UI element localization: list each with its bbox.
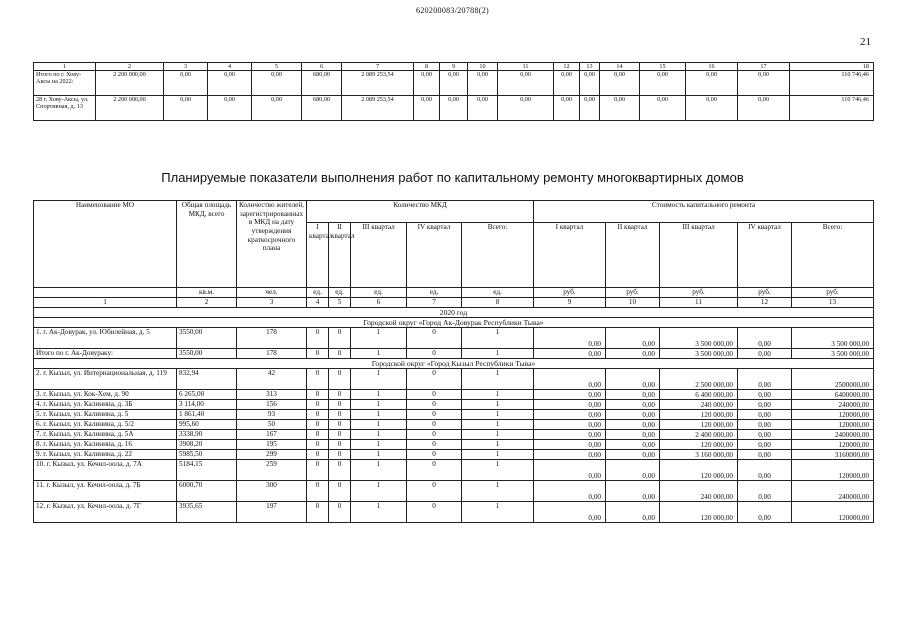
table-cell: 3908,20 (177, 440, 237, 450)
table-cell: 1 (462, 420, 534, 430)
table-cell: 197 (237, 502, 307, 523)
table-cell: 0,00 (738, 400, 792, 410)
row-name: Итого по г. Ак-Довураку: (34, 349, 177, 359)
table-cell: 0 (307, 460, 329, 481)
row-name: 6. г. Кызыл, ул. Калинина, д. 5/2 (34, 420, 177, 430)
table-row (34, 400, 874, 410)
table-cell: 0,00 (534, 460, 606, 481)
table-cell: 0,00 (208, 96, 252, 121)
unit-label: кв.м. (177, 288, 237, 298)
table-cell: 120 000,00 (660, 410, 738, 420)
table-cell: 1 (462, 400, 534, 410)
table-cell: 3550,00 (177, 328, 237, 349)
table-cell: 3 500 000,00 (660, 328, 738, 349)
table-cell: 0,00 (738, 440, 792, 450)
table-cell: 0,00 (164, 96, 208, 121)
table-cell: 0 (329, 420, 351, 430)
table-cell: 1 (462, 410, 534, 420)
document-id: 620200083/20788(2) (416, 6, 489, 15)
table-cell: 3 500 000,00 (660, 349, 738, 359)
column-number: 1 (34, 63, 96, 71)
table-cell: 0,00 (606, 450, 660, 460)
row-name: 11. г. Кызыл, ул. Кечил-оола, д. 7Б (34, 481, 177, 502)
table-cell: 0,00 (738, 349, 792, 359)
unit-label: руб. (660, 288, 738, 298)
header-q3-count: III квартал (351, 223, 407, 288)
table-cell: 0 (307, 481, 329, 502)
year-band-label: 2020 год (34, 308, 874, 318)
unit-label: ед. (407, 288, 462, 298)
table-cell: 0,00 (534, 430, 606, 440)
column-number: 5 (329, 298, 351, 308)
column-number: 2 (177, 298, 237, 308)
row-name: 5. г. Кызыл, ул. Калинина, д. 5 (34, 410, 177, 420)
table-cell: 1 (462, 390, 534, 400)
table-row (34, 450, 874, 460)
table-cell: 0,00 (606, 369, 660, 390)
table-cell: 0,00 (498, 71, 554, 96)
table-cell: 0,00 (534, 410, 606, 420)
header-name: Наименование МО (34, 201, 177, 288)
unit-label: ед. (329, 288, 351, 298)
table-cell: 1 (351, 481, 407, 502)
table-cell: 120000,00 (792, 440, 874, 450)
column-numbers-row (34, 298, 874, 308)
table-cell: 1 (351, 328, 407, 349)
row-name: 2. г. Кызыл, ул. Интернациональная, д. 119 (34, 369, 177, 390)
column-number: 2 (96, 63, 164, 71)
table-cell: 93 (237, 410, 307, 420)
column-number: 8 (462, 298, 534, 308)
column-number: 12 (738, 298, 792, 308)
row-name: 10. г. Кызыл, ул. Кечил-оола, д. 7А (34, 460, 177, 481)
table-cell: 1 (351, 400, 407, 410)
table-cell: 178 (237, 328, 307, 349)
table-cell: 1 861,40 (177, 410, 237, 420)
table-cell: 0 (407, 400, 462, 410)
table-cell: 0 (329, 369, 351, 390)
table-cell: 0,00 (414, 71, 440, 96)
table-cell: 1 (351, 440, 407, 450)
column-number: 7 (342, 63, 414, 71)
table-cell: 0,00 (738, 96, 790, 121)
column-number: 11 (498, 63, 554, 71)
table-cell: 0,00 (580, 96, 600, 121)
table-cell: 42 (237, 369, 307, 390)
table-cell: 0 (307, 440, 329, 450)
group-band-label: Городской округ «Город Кызыл Республики Тыва» (34, 359, 874, 369)
row-name: 12. г. Кызыл, ул. Кечил-оола, д. 7Г (34, 502, 177, 523)
table-cell: 0,00 (580, 71, 600, 96)
header-q1-count: I квартал (307, 223, 329, 288)
row-name: 8. г. Кызыл, ул. Калинина, д. 16 (34, 440, 177, 450)
table-cell: 259 (237, 460, 307, 481)
table-cell: 0,00 (606, 460, 660, 481)
column-number: 6 (351, 298, 407, 308)
table-cell: 0 (407, 328, 462, 349)
table-cell: 2 089 253,54 (342, 71, 414, 96)
table-cell: 3 500 000,00 (792, 349, 874, 359)
column-number: 10 (468, 63, 498, 71)
table-cell: 0,00 (534, 481, 606, 502)
table-cell: 120000,00 (792, 502, 874, 523)
table-cell: 0,00 (534, 390, 606, 400)
table-cell: 0,00 (414, 96, 440, 121)
top-summary-table (33, 62, 874, 121)
column-number: 6 (302, 63, 342, 71)
table-cell: 0 (307, 369, 329, 390)
column-number: 11 (660, 298, 738, 308)
table-row (34, 410, 874, 420)
table-cell: 0,00 (534, 440, 606, 450)
table-cell: 120000,00 (792, 410, 874, 420)
table-cell: 0,00 (606, 420, 660, 430)
page-number: 21 (860, 36, 871, 48)
table-cell: 0,00 (600, 71, 640, 96)
column-number: 3 (237, 298, 307, 308)
table-row (34, 369, 874, 390)
column-number: 14 (600, 63, 640, 71)
table-cell: 1 (462, 440, 534, 450)
header-total-count: Всего: (462, 223, 534, 288)
table-cell: 3 160 000,00 (660, 450, 738, 460)
table-cell: 0,00 (440, 96, 468, 121)
table-cell: 1 (462, 430, 534, 440)
table-cell: 0 (307, 400, 329, 410)
table-cell: 0,00 (738, 481, 792, 502)
table-cell: 2 400 000,00 (660, 430, 738, 440)
table-cell: 313 (237, 390, 307, 400)
table-cell: 0,00 (554, 71, 580, 96)
table-cell: 0 (307, 450, 329, 460)
table-cell: 1 (351, 369, 407, 390)
table-cell: 0,00 (208, 71, 252, 96)
table-cell: 1 (462, 369, 534, 390)
table-cell: 110 746,46 (790, 96, 874, 121)
table-cell: 3 500 000,00 (792, 328, 874, 349)
table-row (34, 420, 874, 430)
table-cell: 50 (237, 420, 307, 430)
table-cell: 0,00 (738, 502, 792, 523)
table-cell: 120 000,00 (660, 502, 738, 523)
table-cell: 2400000,00 (792, 430, 874, 440)
top-table-row (34, 96, 874, 121)
table-cell: 0,00 (600, 96, 640, 121)
table-cell: 680,00 (302, 96, 342, 121)
table-cell: 0,00 (468, 71, 498, 96)
header-q4-cost: IV квартал (738, 223, 792, 288)
table-cell: 3160000,00 (792, 450, 874, 460)
top-table-row (34, 71, 874, 96)
table-cell: 1 (351, 460, 407, 481)
table-cell: 299 (237, 450, 307, 460)
table-cell: 0,00 (738, 390, 792, 400)
header-total-cost: Всего: (792, 223, 874, 288)
column-number: 16 (686, 63, 738, 71)
table-cell: 0,00 (606, 349, 660, 359)
table-cell: 120 000,00 (660, 440, 738, 450)
table-cell: 0,00 (534, 450, 606, 460)
page-title: Планируемые показатели выполнения работ по капитальному ремонту многоквартирных домов (161, 170, 744, 185)
table-cell: 0,00 (640, 71, 686, 96)
column-number: 5 (252, 63, 302, 71)
header-residents: Количество жителей, зарегистрированных в МКД на дату утверждения краткосрочного плана (237, 201, 307, 288)
table-cell: 0 (407, 481, 462, 502)
table-cell: 120 000,00 (660, 420, 738, 430)
repair-indicators-table (33, 200, 874, 523)
column-number: 7 (407, 298, 462, 308)
table-cell: 0,00 (606, 410, 660, 420)
table-cell: 0 (329, 440, 351, 450)
table-cell: 120000,00 (792, 460, 874, 481)
table-cell: 0 (329, 390, 351, 400)
table-cell: 0 (329, 410, 351, 420)
table-cell: 6 265,00 (177, 390, 237, 400)
table-cell: 0 (307, 502, 329, 523)
table-cell: 0 (407, 369, 462, 390)
table-cell: 195 (237, 440, 307, 450)
table-cell: 0,00 (606, 502, 660, 523)
row-name: 1. г. Ак-Довурак, ул. Юбилейная, д. 5 (34, 328, 177, 349)
table-cell: 0,00 (440, 71, 468, 96)
table-row (34, 328, 874, 349)
table-cell: 3550,00 (177, 349, 237, 359)
table-cell: 0,00 (738, 420, 792, 430)
table-row (34, 440, 874, 450)
table-cell: 0 (407, 502, 462, 523)
table-cell: 1 (462, 349, 534, 359)
group-band-label: Городской округ «Город Ак-Довурак Республики Тыва» (34, 318, 874, 328)
table-cell: 178 (237, 349, 307, 359)
table-cell: 6400000,00 (792, 390, 874, 400)
table-cell: 0,00 (252, 71, 302, 96)
header-q2-count: II квартал (329, 223, 351, 288)
table-cell: 3935,65 (177, 502, 237, 523)
table-cell: 0,00 (686, 71, 738, 96)
column-number: 1 (34, 298, 177, 308)
table-cell: 2 500 000,00 (660, 369, 738, 390)
column-number: 18 (790, 63, 874, 71)
unit-label: ед. (307, 288, 329, 298)
table-cell: 0,00 (498, 96, 554, 121)
header-count-group: Количество МКД (307, 201, 534, 223)
table-cell: 2 089 253,54 (342, 96, 414, 121)
table-cell: 0,00 (606, 430, 660, 440)
table-row (34, 460, 874, 481)
table-cell: 0,00 (534, 349, 606, 359)
table-cell: 3 114,00 (177, 400, 237, 410)
column-number: 3 (164, 63, 208, 71)
table-cell: 240 000,00 (660, 400, 738, 410)
table-cell: 0,00 (534, 328, 606, 349)
table-cell: 0 (329, 349, 351, 359)
table-cell: 0,00 (534, 420, 606, 430)
table-cell: 832,94 (177, 369, 237, 390)
column-number: 15 (640, 63, 686, 71)
group-band (34, 359, 874, 369)
column-number: 8 (414, 63, 440, 71)
table-cell: 0,00 (534, 369, 606, 390)
table-cell: 240000,00 (792, 481, 874, 502)
table-cell: 1 (462, 460, 534, 481)
table-cell: 1 (351, 502, 407, 523)
table-cell: 2500000,00 (792, 369, 874, 390)
table-cell: 0,00 (554, 96, 580, 121)
table-cell: 0,00 (606, 440, 660, 450)
column-number: 12 (554, 63, 580, 71)
table-cell: 0,00 (738, 460, 792, 481)
column-number: 13 (580, 63, 600, 71)
table-cell: 0 (307, 430, 329, 440)
header-cost-group: Стоимость капитального ремонта (534, 201, 874, 223)
table-cell: 156 (237, 400, 307, 410)
column-number: 9 (440, 63, 468, 71)
table-cell: 0,00 (738, 328, 792, 349)
table-cell: 120000,00 (792, 420, 874, 430)
table-cell: 0 (329, 400, 351, 410)
table-cell: 0,00 (606, 390, 660, 400)
table-cell: 2 200 000,00 (96, 71, 164, 96)
table-cell: 0 (329, 328, 351, 349)
table-cell: 0,00 (738, 71, 790, 96)
row-label: Итого по г. Хову-Аксы на 2022: (34, 71, 96, 96)
table-cell: 0,00 (606, 400, 660, 410)
table-cell: 3338,90 (177, 430, 237, 440)
table-cell: 1 (351, 390, 407, 400)
table-cell: 240 000,00 (660, 481, 738, 502)
table-cell: 0 (407, 410, 462, 420)
table-cell: 0,00 (252, 96, 302, 121)
row-name: 3. г. Кызыл, ул. Кок-Хем, д. 90 (34, 390, 177, 400)
unit-label: руб. (738, 288, 792, 298)
table-cell: 680,00 (302, 71, 342, 96)
unit-label: ед. (351, 288, 407, 298)
table-cell: 0,00 (534, 400, 606, 410)
table-cell: 0,00 (686, 96, 738, 121)
column-number: 4 (208, 63, 252, 71)
table-cell: 0 (407, 430, 462, 440)
table-cell: 0 (329, 481, 351, 502)
table-cell: 1 (351, 410, 407, 420)
table-cell: 240000,00 (792, 400, 874, 410)
row-name: 7. г. Кызыл, ул. Калинина, д. 5А (34, 430, 177, 440)
header-q3-cost: III квартал (660, 223, 738, 288)
table-cell: 0 (307, 328, 329, 349)
units-row (34, 288, 874, 298)
table-cell: 0,00 (738, 450, 792, 460)
row-label: 28 г. Хову-Аксы, ул. Спортивная, д. 13 (34, 96, 96, 121)
column-number: 10 (606, 298, 660, 308)
table-cell: 0 (329, 502, 351, 523)
table-row (34, 430, 874, 440)
table-cell: 995,60 (177, 420, 237, 430)
table-cell: 0 (329, 450, 351, 460)
table-cell: 0 (307, 420, 329, 430)
top-table-column-numbers (34, 63, 874, 71)
table-cell: 0,00 (738, 369, 792, 390)
table-cell: 5985,50 (177, 450, 237, 460)
table-cell: 1 (462, 502, 534, 523)
header-area: Общая площадь МКД, всего (177, 201, 237, 288)
table-cell: 0 (307, 349, 329, 359)
table-cell: 1 (351, 349, 407, 359)
unit-label: руб. (792, 288, 874, 298)
table-cell: 1 (351, 430, 407, 440)
table-cell: 110 746,46 (790, 71, 874, 96)
year-band (34, 308, 874, 318)
row-name: 4. г. Кызыл, ул. Калинина, д. 3Б (34, 400, 177, 410)
table-cell: 5184,15 (177, 460, 237, 481)
table-cell: 300 (237, 481, 307, 502)
table-cell: 0,00 (738, 430, 792, 440)
table-cell: 0 (407, 440, 462, 450)
table-cell: 6000,70 (177, 481, 237, 502)
table-cell: 120 000,00 (660, 460, 738, 481)
header-q4-count: IV квартал (407, 223, 462, 288)
table-cell: 0,00 (738, 410, 792, 420)
unit-label: руб. (534, 288, 606, 298)
table-row (34, 481, 874, 502)
unit-label: чел. (237, 288, 307, 298)
table-cell: 0 (329, 460, 351, 481)
table-cell: 6 400 000,00 (660, 390, 738, 400)
group-band (34, 318, 874, 328)
table-cell: 2 200 000,00 (96, 96, 164, 121)
table-cell: 0,00 (606, 481, 660, 502)
table-cell: 0,00 (468, 96, 498, 121)
column-number: 9 (534, 298, 606, 308)
unit-label: ед. (462, 288, 534, 298)
table-cell: 1 (462, 450, 534, 460)
column-number: 17 (738, 63, 790, 71)
row-name: 9. г. Кызыл, ул. Калинина, д. 22 (34, 450, 177, 460)
table-cell: 0,00 (534, 502, 606, 523)
header-q1-cost: I квартал (534, 223, 606, 288)
table-cell: 0 (407, 450, 462, 460)
table-row (34, 349, 874, 359)
table-cell: 0 (407, 460, 462, 481)
table-cell: 0,00 (640, 96, 686, 121)
table-cell: 0 (407, 349, 462, 359)
table-row (34, 390, 874, 400)
table-cell: 0 (307, 390, 329, 400)
table-cell: 0,00 (606, 328, 660, 349)
table-cell: 0 (407, 390, 462, 400)
table-cell: 1 (462, 328, 534, 349)
table-cell: 1 (351, 420, 407, 430)
unit-label (34, 288, 177, 298)
table-cell: 0 (407, 420, 462, 430)
unit-label: руб. (606, 288, 660, 298)
table-cell: 0 (307, 410, 329, 420)
table-cell: 1 (351, 450, 407, 460)
table-cell: 1 (462, 481, 534, 502)
column-number: 13 (792, 298, 874, 308)
header-q2-cost: II квартал (606, 223, 660, 288)
table-cell: 0 (329, 430, 351, 440)
column-number: 4 (307, 298, 329, 308)
table-cell: 167 (237, 430, 307, 440)
table-cell: 0,00 (164, 71, 208, 96)
table-row (34, 502, 874, 523)
